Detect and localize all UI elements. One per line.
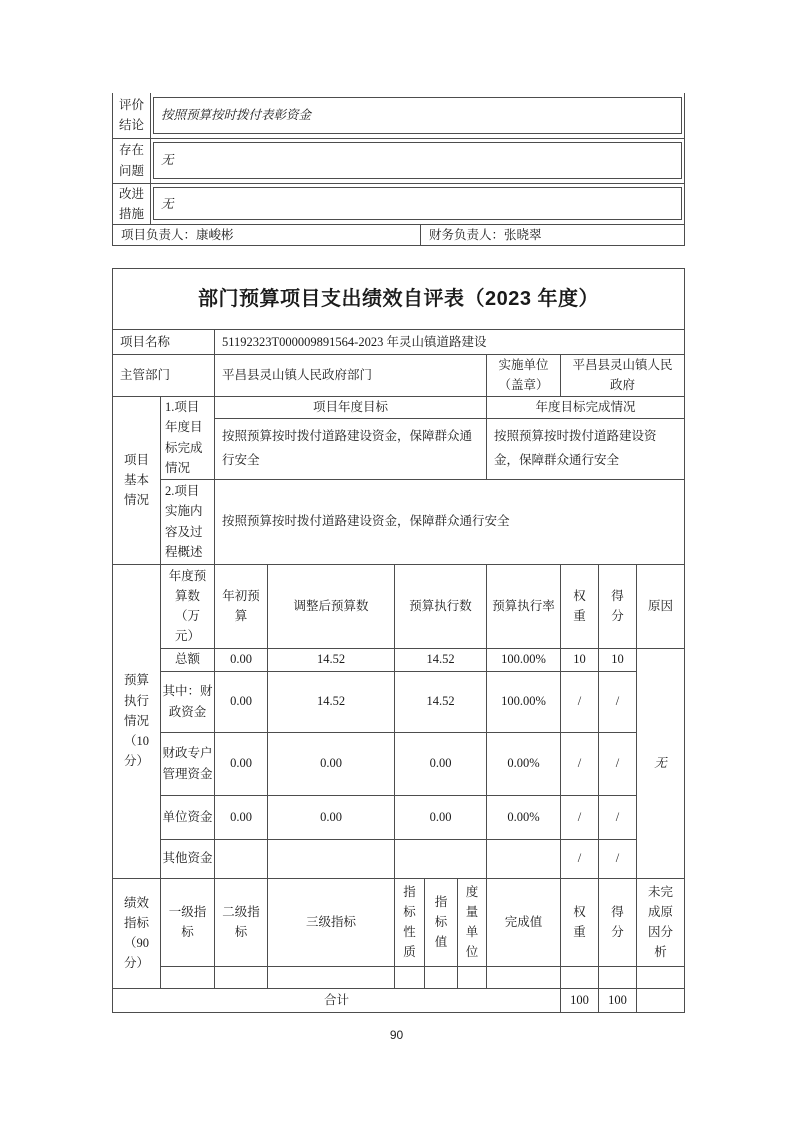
department-value: 平昌县灵山镇人民政府部门 bbox=[215, 355, 487, 397]
evaluation-conclusion-value-cell bbox=[151, 93, 685, 138]
performance-col-weight-cell bbox=[561, 878, 599, 966]
budget-col-score-cell bbox=[599, 564, 637, 648]
performance-col-score-cell bbox=[599, 878, 637, 966]
budget-unit-weight: / bbox=[561, 795, 599, 839]
budget-other-initial bbox=[215, 839, 268, 878]
page-number: 90 bbox=[389, 1028, 404, 1042]
evaluation-conclusion-value: 按照预算按时拨付表彰资金 bbox=[161, 108, 312, 123]
budget-other-score: / bbox=[599, 839, 637, 878]
budget-other-adjusted bbox=[268, 839, 395, 878]
performance-col-value-cell bbox=[425, 878, 458, 966]
goal-completion-header: 年度目标完成情况 bbox=[487, 396, 685, 418]
budget-row-special-account bbox=[113, 732, 685, 795]
budget-total-rate: 100.00% bbox=[487, 648, 561, 671]
budget-total-score: 10 bbox=[599, 648, 637, 671]
budget-fiscal-score: / bbox=[599, 671, 637, 732]
annual-goal-completion-label: 1.项目年度目标完成情况 bbox=[161, 396, 215, 479]
performance-empty-score bbox=[599, 966, 637, 988]
budget-unit-name: 单位资金 bbox=[161, 795, 215, 839]
finance-lead-cell: 财务负责人：张晓翠 bbox=[421, 225, 685, 246]
budget-total-name: 总额 bbox=[161, 648, 215, 671]
budget-special-name: 财政专户管理资金 bbox=[161, 732, 215, 795]
performance-section-label: 绩效指标（90分） bbox=[123, 895, 149, 971]
budget-col-annual-cell bbox=[161, 564, 215, 648]
performance-section-label-cell bbox=[113, 878, 161, 988]
performance-col-level1-cell bbox=[161, 878, 215, 966]
performance-empty-row bbox=[113, 966, 685, 988]
budget-col-weight: 权重 bbox=[573, 588, 586, 623]
summary-table bbox=[112, 93, 685, 246]
budget-col-executed: 预算执行数 bbox=[395, 564, 487, 648]
implementing-unit-label: 实施单位（盖章） bbox=[498, 358, 549, 393]
existing-problems-box bbox=[153, 142, 682, 179]
implementation-overview-text: 按照预算按时拨付道路建设资金，保障群众通行安全 bbox=[215, 479, 685, 564]
project-name-value: 51192323T000009891564-2023 年灵山镇道路建设 bbox=[215, 330, 685, 355]
budget-special-weight: / bbox=[561, 732, 599, 795]
existing-problems-row bbox=[113, 138, 685, 183]
budget-other-weight: / bbox=[561, 839, 599, 878]
performance-col-done: 完成值 bbox=[487, 878, 561, 966]
budget-special-score: / bbox=[599, 732, 637, 795]
budget-special-executed: 0.00 bbox=[395, 732, 487, 795]
budget-unit-rate: 0.00% bbox=[487, 795, 561, 839]
performance-col-weight: 权重 bbox=[573, 904, 586, 939]
budget-col-initial-cell bbox=[215, 564, 268, 648]
budget-total-adjusted: 14.52 bbox=[268, 648, 395, 671]
improvement-measures-box bbox=[153, 187, 682, 220]
budget-other-rate bbox=[487, 839, 561, 878]
budget-section-label-cell bbox=[113, 564, 161, 878]
evaluation-conclusion-label-cell bbox=[113, 93, 151, 138]
performance-col-unit: 度量单位 bbox=[465, 884, 479, 960]
performance-empty-level1 bbox=[161, 966, 215, 988]
improvement-measures-label-cell bbox=[113, 183, 151, 225]
improvement-measures-value: 无 bbox=[161, 196, 174, 211]
performance-col-unit-cell bbox=[458, 878, 487, 966]
evaluation-conclusion-box bbox=[153, 97, 682, 134]
responsible-persons-row bbox=[113, 225, 685, 246]
existing-problems-label: 存在问题 bbox=[118, 143, 144, 178]
basic-info-section-label: 项目基本情况 bbox=[123, 452, 149, 508]
budget-special-initial: 0.00 bbox=[215, 732, 268, 795]
budget-row-unit-funds bbox=[113, 795, 685, 839]
total-score: 100 bbox=[599, 988, 637, 1012]
existing-problems-value-cell bbox=[151, 138, 685, 183]
implementation-overview-label: 2.项目实施内容及过程概述 bbox=[161, 479, 215, 564]
budget-header-row bbox=[113, 564, 685, 648]
budget-section-label: 预算执行情况（10分） bbox=[123, 673, 149, 769]
basic-info-header-row bbox=[113, 396, 685, 418]
budget-col-adjusted: 调整后预算数 bbox=[268, 564, 395, 648]
performance-empty-nature bbox=[395, 966, 425, 988]
performance-empty-unit bbox=[458, 966, 487, 988]
budget-fiscal-name: 其中：财政资金 bbox=[161, 671, 215, 732]
improvement-measures-value-cell bbox=[151, 183, 685, 225]
budget-reason-value: 无 bbox=[637, 648, 685, 878]
self-evaluation-table bbox=[112, 268, 685, 1013]
performance-col-level3: 三级指标 bbox=[268, 878, 395, 966]
budget-other-executed bbox=[395, 839, 487, 878]
budget-row-other-funds bbox=[113, 839, 685, 878]
budget-other-name: 其他资金 bbox=[161, 839, 215, 878]
budget-row-total bbox=[113, 648, 685, 671]
budget-special-rate: 0.00% bbox=[487, 732, 561, 795]
performance-empty-value bbox=[425, 966, 458, 988]
budget-row-fiscal-funds bbox=[113, 671, 685, 732]
budget-col-score: 得分 bbox=[611, 588, 624, 623]
evaluation-conclusion-label: 评价结论 bbox=[118, 98, 144, 133]
budget-special-adjusted: 0.00 bbox=[268, 732, 395, 795]
budget-unit-score: / bbox=[599, 795, 637, 839]
budget-fiscal-initial: 0.00 bbox=[215, 671, 268, 732]
budget-fiscal-adjusted: 14.52 bbox=[268, 671, 395, 732]
basic-info-section-label-cell bbox=[113, 396, 161, 564]
existing-problems-value: 无 bbox=[161, 153, 174, 168]
performance-col-reason: 未完成原因分析 bbox=[648, 884, 674, 960]
performance-col-level2-cell bbox=[215, 878, 268, 966]
performance-col-level1: 一级指标 bbox=[168, 904, 207, 939]
budget-fiscal-weight: / bbox=[561, 671, 599, 732]
implementing-unit-value-cell bbox=[561, 355, 685, 397]
project-name-row bbox=[113, 330, 685, 355]
budget-total-weight: 10 bbox=[561, 648, 599, 671]
budget-unit-adjusted: 0.00 bbox=[268, 795, 395, 839]
evaluation-conclusion-row bbox=[113, 93, 685, 138]
budget-unit-executed: 0.00 bbox=[395, 795, 487, 839]
project-name-label: 项目名称 bbox=[113, 330, 215, 355]
performance-col-reason-cell bbox=[637, 878, 685, 966]
performance-col-value: 指标值 bbox=[434, 894, 448, 950]
performance-empty-done bbox=[487, 966, 561, 988]
annual-goal-header: 项目年度目标 bbox=[215, 396, 487, 418]
performance-empty-reason bbox=[637, 966, 685, 988]
performance-empty-level2 bbox=[215, 966, 268, 988]
budget-total-initial: 0.00 bbox=[215, 648, 268, 671]
budget-fiscal-executed: 14.52 bbox=[395, 671, 487, 732]
budget-col-initial: 年初预算 bbox=[222, 588, 260, 623]
existing-problems-label-cell bbox=[113, 138, 151, 183]
department-label: 主管部门 bbox=[113, 355, 215, 397]
improvement-measures-row bbox=[113, 183, 685, 225]
budget-col-rate: 预算执行率 bbox=[487, 564, 561, 648]
budget-col-annual: 年度预算数（万元） bbox=[168, 568, 207, 644]
total-reason-empty bbox=[637, 988, 685, 1012]
budget-col-weight-cell bbox=[561, 564, 599, 648]
budget-col-reason: 原因 bbox=[637, 564, 685, 648]
implementing-unit-value: 平昌县灵山镇人民政府 bbox=[572, 358, 673, 393]
budget-total-executed: 14.52 bbox=[395, 648, 487, 671]
total-label: 合计 bbox=[113, 988, 561, 1012]
table-title: 部门预算项目支出绩效自评表（2023 年度） bbox=[113, 269, 685, 330]
department-row bbox=[113, 355, 685, 397]
table-title-row bbox=[113, 269, 685, 330]
total-row bbox=[113, 988, 685, 1012]
goal-completion-text: 按照预算按时拨付道路建设资金，保障群众通行安全 bbox=[487, 418, 685, 479]
performance-header-row bbox=[113, 878, 685, 966]
performance-col-score: 得分 bbox=[611, 904, 624, 939]
budget-fiscal-rate: 100.00% bbox=[487, 671, 561, 732]
performance-empty-level3 bbox=[268, 966, 395, 988]
project-lead-cell: 项目负责人：康峻彬 bbox=[113, 225, 421, 246]
implementation-overview-row bbox=[113, 479, 685, 564]
total-weight: 100 bbox=[561, 988, 599, 1012]
implementing-unit-label-cell bbox=[487, 355, 561, 397]
improvement-measures-label: 改进措施 bbox=[118, 186, 144, 221]
performance-col-nature: 指标性质 bbox=[403, 884, 416, 960]
annual-goal-text: 按照预算按时拨付道路建设资金，保障群众通行安全 bbox=[215, 418, 487, 479]
performance-col-nature-cell bbox=[395, 878, 425, 966]
performance-col-level2: 二级指标 bbox=[222, 904, 260, 939]
performance-empty-weight bbox=[561, 966, 599, 988]
budget-unit-initial: 0.00 bbox=[215, 795, 268, 839]
